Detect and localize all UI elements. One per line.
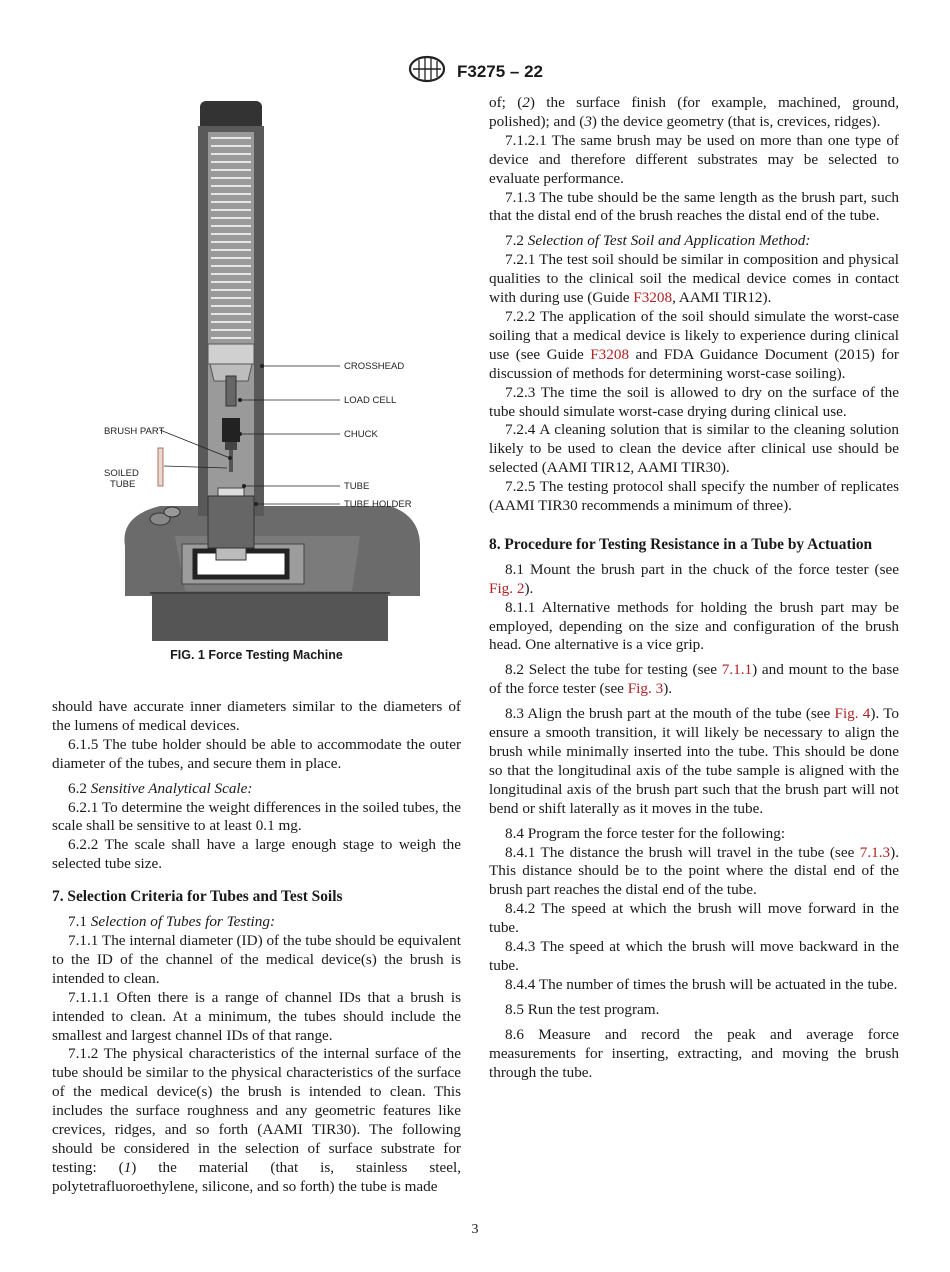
reference-link[interactable]: F3208 — [633, 289, 673, 307]
paragraph: 7.1.1 The internal diameter (ID) of the tube should be equivalent to the ID of the channel of the medical device(s) the brush is intended to clean. — [52, 931, 461, 987]
paragraph: 7.2.5 The testing protocol shall specify the number of replicates (AAMI TIR30 recommends a minimum of three). — [489, 478, 899, 515]
label-crosshead: CROSSHEAD — [344, 361, 405, 372]
label-chuck: CHUCK — [344, 429, 378, 440]
paragraph: 8.1.1 Alternative methods for holding the brush part may be employed, depending on the size and configuration of the brush head. One alternative is a vice grip. — [489, 598, 899, 654]
paragraph: 8.3 Align the brush part at the mouth of the tube (see Fig. 4). To ensure a smooth transition, it will likely be necessary to align the brush while minimally inserted into the tube. This should be done so that the longitudinal axis of the tube sample is aligned with the longitudinal axis of the brush part such that the brush part will not bend or shift laterally as it moves in the tube. — [489, 705, 900, 817]
document-id: F3275 – 22 — [456, 61, 543, 81]
page-header — [0, 54, 950, 89]
paragraph: 7.1.2 The physical characteristics of the internal surface of the tube should be similar to the physical characteristics of the surface of the medical device(s) the brush is intended to clean. This includes the surface roughness and any geometric features like crevices, ridges, and so forth (AAMI TIR30). The following should be considered in the selection of surface substrate for testing: (1) the material (that is, stainless steel, polytetrafluoroethylene, silicone, and so forth) the tube is made — [52, 1045, 462, 1195]
paragraph: 7.2.2 The application of the soil should simulate the worst-case soiling that a medical device is likely to experience during clinical use (see Guide F3208 and FDA Guidance Document (2015) for discussion of methods for determining worst-case soiling). — [489, 307, 899, 382]
page-number: 3 — [471, 1222, 479, 1237]
label-soiled-tube-line2: TUBE — [110, 479, 136, 490]
section-link[interactable]: 7.1.1 — [721, 661, 753, 679]
section-heading: 7. Selection Criteria for Tubes and Test Soils — [52, 888, 343, 906]
paragraph: 7.2.4 A cleaning solution that is similar to the cleaning solution likely to be used to clean the device after clinical use should be selected (AAMI TIR12, AAMI TIR30). — [489, 421, 899, 477]
force-testing-machine-figure — [90, 96, 450, 646]
paragraph: 6.2 Sensitive Analytical Scale: — [68, 779, 253, 797]
paragraph: 7.1.1.1 Often there is a range of channel IDs that a brush is intended to clean. At a minimum, the tubes should include the smallest and largest channel IDs of that range. — [52, 988, 461, 1044]
section-link[interactable]: 7.1.3 — [859, 843, 891, 861]
paragraph: 7.1 Selection of Tubes for Testing: — [68, 913, 276, 931]
paragraph: of; (2) the surface finish (for example, machined, ground, polished); and (3) the device geometry (that is, crevices, ridges). — [489, 94, 899, 130]
figure-link[interactable]: Fig. 3 — [627, 680, 664, 698]
paragraph: 7.1.2.1 The same brush may be used on more than one type of device and therefore different substrates may be selected to evaluate performance. — [489, 131, 899, 187]
label-tube-holder: TUBE HOLDER — [344, 499, 412, 510]
paragraph: 7.1.3 The tube should be the same length as the brush part, such that the distal end of the brush reaches the distal end of the tube. — [489, 188, 899, 225]
right-column — [489, 94, 899, 1082]
paragraph: 8.2 Select the tube for testing (see 7.1.1) and mount to the base of the force tester (see Fig. 3). — [489, 661, 900, 698]
paragraph: 6.2.2 The scale shall have a large enough stage to weigh the selected tube size. — [52, 836, 461, 873]
paragraph: 7.2.1 The test soil should be similar in composition and physical qualities to the clinical soil the medical device comes in contact with during use (Guide F3208, AAMI TIR12). — [489, 251, 899, 307]
paragraph: 7.2.3 The time the soil is allowed to dry on the surface of the tube should simulate worst-case drying during clinical use. — [489, 383, 899, 420]
left-column — [52, 698, 461, 1197]
figure-caption: FIG. 1 Force Testing Machine — [170, 648, 343, 662]
paragraph: 8.4 Program the force tester for the following: — [505, 824, 786, 842]
paragraph: 8.4.1 The distance the brush will travel in the tube (see 7.1.3). This distance should be to the point where the distal end of the brush part reaches the distal end of the tube. — [489, 843, 899, 899]
figure-link[interactable]: Fig. 2 — [489, 579, 525, 597]
label-load-cell: LOAD CELL — [344, 395, 397, 406]
paragraph: should have accurate inner diameters similar to the diameters of the lumens of medical devices. — [52, 698, 461, 734]
figure-link[interactable]: Fig. 4 — [834, 705, 871, 723]
paragraph: 6.2.1 To determine the weight differences in the soiled tubes, the scale shall be sensitive to at least 0.1 mg. — [52, 798, 461, 835]
paragraph: 7.2 Selection of Test Soil and Application Method: — [505, 232, 811, 250]
paragraph: 6.1.5 The tube holder should be able to accommodate the outer diameter of the tubes, and secure them in place. — [52, 735, 461, 772]
reference-link[interactable]: F3208 — [590, 345, 630, 363]
section-heading: 8. Procedure for Testing Resistance in a Tube by Actuation — [489, 535, 873, 553]
paragraph: 8.5 Run the test program. — [505, 1000, 660, 1018]
label-tube: TUBE — [344, 481, 370, 492]
paragraph: 8.4.4 The number of times the brush will be actuated in the tube. — [505, 975, 898, 993]
label-soiled-tube-line1: SOILED — [104, 468, 139, 479]
paragraph: 8.4.2 The speed at which the brush will move forward in the tube. — [489, 900, 899, 937]
astm-logo-icon — [407, 54, 447, 89]
paragraph: 8.4.3 The speed at which the brush will move backward in the tube. — [489, 938, 899, 974]
label-brush-part: BRUSH PART — [104, 426, 165, 437]
paragraph: 8.6 Measure and record the peak and average force measurements for inserting, extracting, and moving the brush through the tube. — [489, 1025, 899, 1081]
paragraph: 8.1 Mount the brush part in the chuck of the force tester (see Fig. 2). — [489, 560, 899, 597]
